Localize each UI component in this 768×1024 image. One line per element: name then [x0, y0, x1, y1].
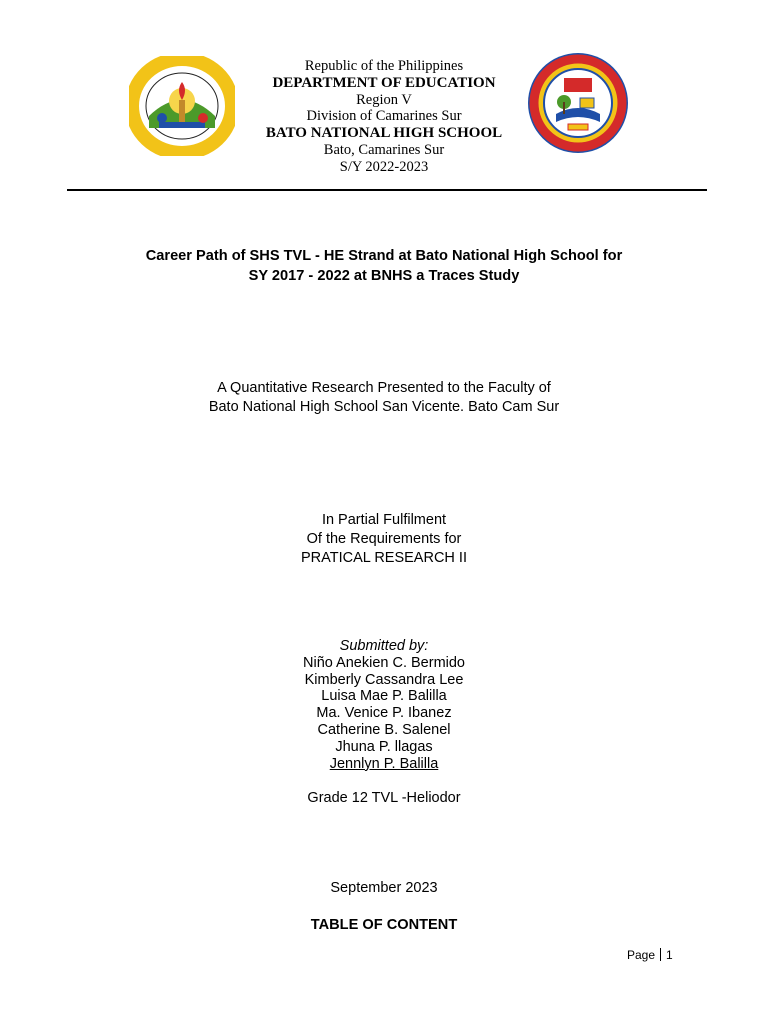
submission-date: September 2023	[330, 880, 438, 896]
document-title	[0, 247, 768, 286]
letterhead-address: Bato, Camarines Sur	[323, 141, 445, 158]
letterhead-school-year: S/Y 2022-2023	[339, 158, 429, 175]
author-name: Ma. Venice P. Ibanez	[316, 705, 452, 722]
fulfilment-line-3: PRATICAL RESEARCH II	[301, 550, 467, 566]
presented-statement	[0, 379, 768, 417]
letterhead-republic: Republic of the Philippines	[304, 58, 464, 74]
presented-line-1: A Quantitative Research Presented to the Faculty of	[217, 380, 551, 396]
letterhead-division: Division of Camarines Sur	[306, 108, 462, 125]
header-divider	[67, 189, 707, 191]
submitted-by-label: Submitted by:	[339, 638, 429, 654]
letterhead-school: BATO NATIONAL HIGH SCHOOL	[265, 125, 503, 142]
document-title-line-2: SY 2017 - 2022 at BNHS a Traces Study	[248, 267, 520, 284]
author-name: Luisa Mae P. Balilla	[321, 688, 447, 705]
fulfilment-line-2: Of the Requirements for	[306, 531, 462, 547]
page-separator	[660, 948, 661, 961]
page-number: 1	[666, 948, 673, 962]
grade-section: Grade 12 TVL -Heliodor	[307, 790, 461, 806]
letterhead	[0, 58, 768, 176]
page-label: Page	[627, 948, 656, 962]
author-name: Niño Anekien C. Bermido	[303, 654, 465, 671]
letterhead-region: Region V	[356, 91, 412, 108]
author-name: Jennlyn P. Balilla	[329, 755, 439, 772]
fulfilment-statement	[0, 511, 768, 568]
document-title-line-1: Career Path of SHS TVL - HE Strand at Bato National High School for	[145, 248, 623, 264]
author-name: Jhuna P. llagas	[335, 738, 433, 755]
presented-line-2: Bato National High School San Vicente. Bato Cam Sur	[208, 399, 560, 415]
table-of-content-heading: TABLE OF CONTENT	[310, 917, 458, 933]
page-footer	[627, 948, 673, 962]
submitted-by-section	[0, 638, 768, 772]
author-name: Kimberly Cassandra Lee	[304, 671, 464, 688]
fulfilment-line-1: In Partial Fulfilment	[321, 512, 447, 528]
author-name: Catherine B. Salenel	[317, 721, 451, 738]
letterhead-department: DEPARTMENT OF EDUCATION	[272, 74, 496, 91]
